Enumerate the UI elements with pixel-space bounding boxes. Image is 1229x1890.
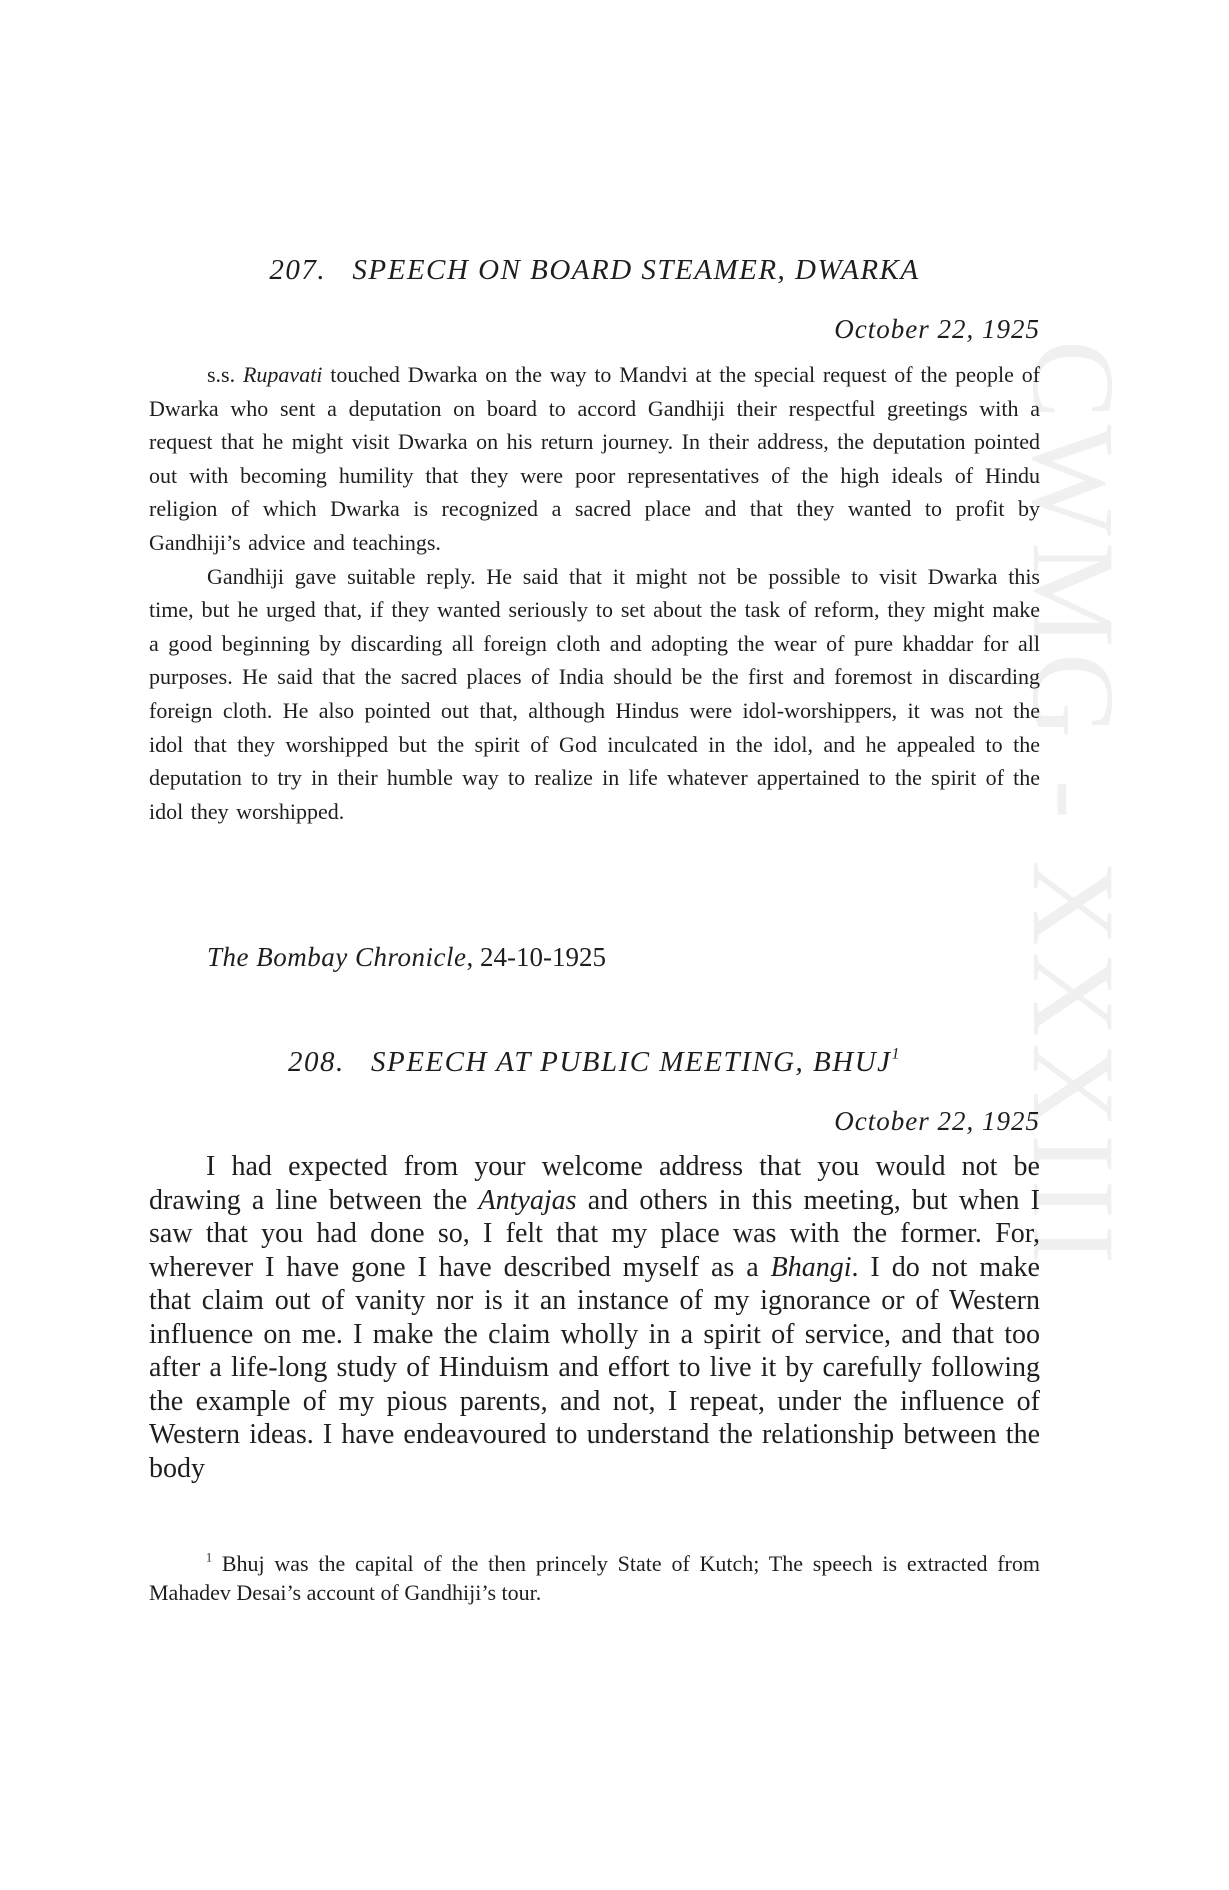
italic-term: Bhangi xyxy=(770,1251,852,1283)
paragraph-text: I had expected from your welcome address that you would not be drawing a line between the xyxy=(149,1151,1040,1216)
italic-term: Antyajas xyxy=(478,1184,577,1216)
paragraph xyxy=(149,358,1040,560)
paragraph-text: and others in this meeting, but when I saw that you had done so, I felt that my place was with the former. For, wherever I have gone I have described myself as a xyxy=(149,1184,1040,1283)
paragraph-text: touched Dwarka on the way to Mandvi at the special request of the people of Dwarka who sent a deputation on board to accord Gandhiji their respectful greetings with a request that he might visit Dwarka on his return journey. In their address, the deputation pointed out with becoming humility that they were poor representatives of the high ideals of Hindu religion of which Dwarka is recognized a sacred place and that they wanted to profit by Gandhiji’s advice and teachings. xyxy=(149,362,1041,555)
paragraph-text: . I do not make that claim out of vanity nor is it an instance of my ignorance or of Western influence on me. I make the claim wholly in a spirit of service, and that too after a life-long study of Hinduism and effort to live it by carefully following the example of my pious parents, and not, I repeat, under the influence of Western ideas. I have endeavoured to understand the relationship between the body xyxy=(149,1251,1040,1484)
footnote-number: 1 xyxy=(206,1550,213,1565)
paragraph: Gandhiji gave suitable reply. He said that it might not be possible to visit Dwarka this time, but he urged that, if they wanted seriously to set about the task of reform, they might make a good beginning by discarding all foreign cloth and adopting the wear of pure khaddar for all purposes. He said that the sacred places of India should be the first and foremost in discarding foreign cloth. He also pointed out that, although Hindus were idol-worshippers, it was not the idol that they worshipped but the spirit of God inculcated in the idol, and he appealed to the deputation to try in their humble way to realize in life whatever appertained to the spirit of the idol they worshipped. xyxy=(149,563,1040,824)
section-207-date: October 22, 1925 xyxy=(834,314,1040,344)
footnote-text: Bhuj was the capital of the then princely State of Kutch; The speech is extracted from Mahadev Desai’s account of Gandhiji’s tour. xyxy=(149,1551,1040,1605)
section-208-date: October 22, 1925 xyxy=(834,1106,1040,1136)
footnote-marker: 1 xyxy=(891,1045,901,1063)
source-date: , 24-10-1925 xyxy=(466,942,606,972)
source-title: The Bombay Chronicle xyxy=(207,942,467,972)
ship-prefix: s.s. xyxy=(207,362,236,387)
section-number: 208. xyxy=(288,1046,345,1078)
section-208-body xyxy=(149,1150,1040,1485)
section-208-heading xyxy=(149,1046,1040,1079)
footnote xyxy=(149,1549,1040,1607)
watermark: CWMG - XXXIII xyxy=(1008,340,1139,1271)
section-207-heading xyxy=(149,254,1040,287)
paragraph xyxy=(149,1150,1040,1485)
section-number: 207. xyxy=(269,254,327,286)
source-citation xyxy=(149,942,1098,973)
section-207-body xyxy=(149,358,1040,828)
section-title: SPEECH AT PUBLIC MEETING, BHUJ xyxy=(371,1046,892,1078)
ship-name: Rupavati xyxy=(242,362,323,387)
section-title: SPEECH ON BOARD STEAMER, DWARKA xyxy=(352,254,920,286)
